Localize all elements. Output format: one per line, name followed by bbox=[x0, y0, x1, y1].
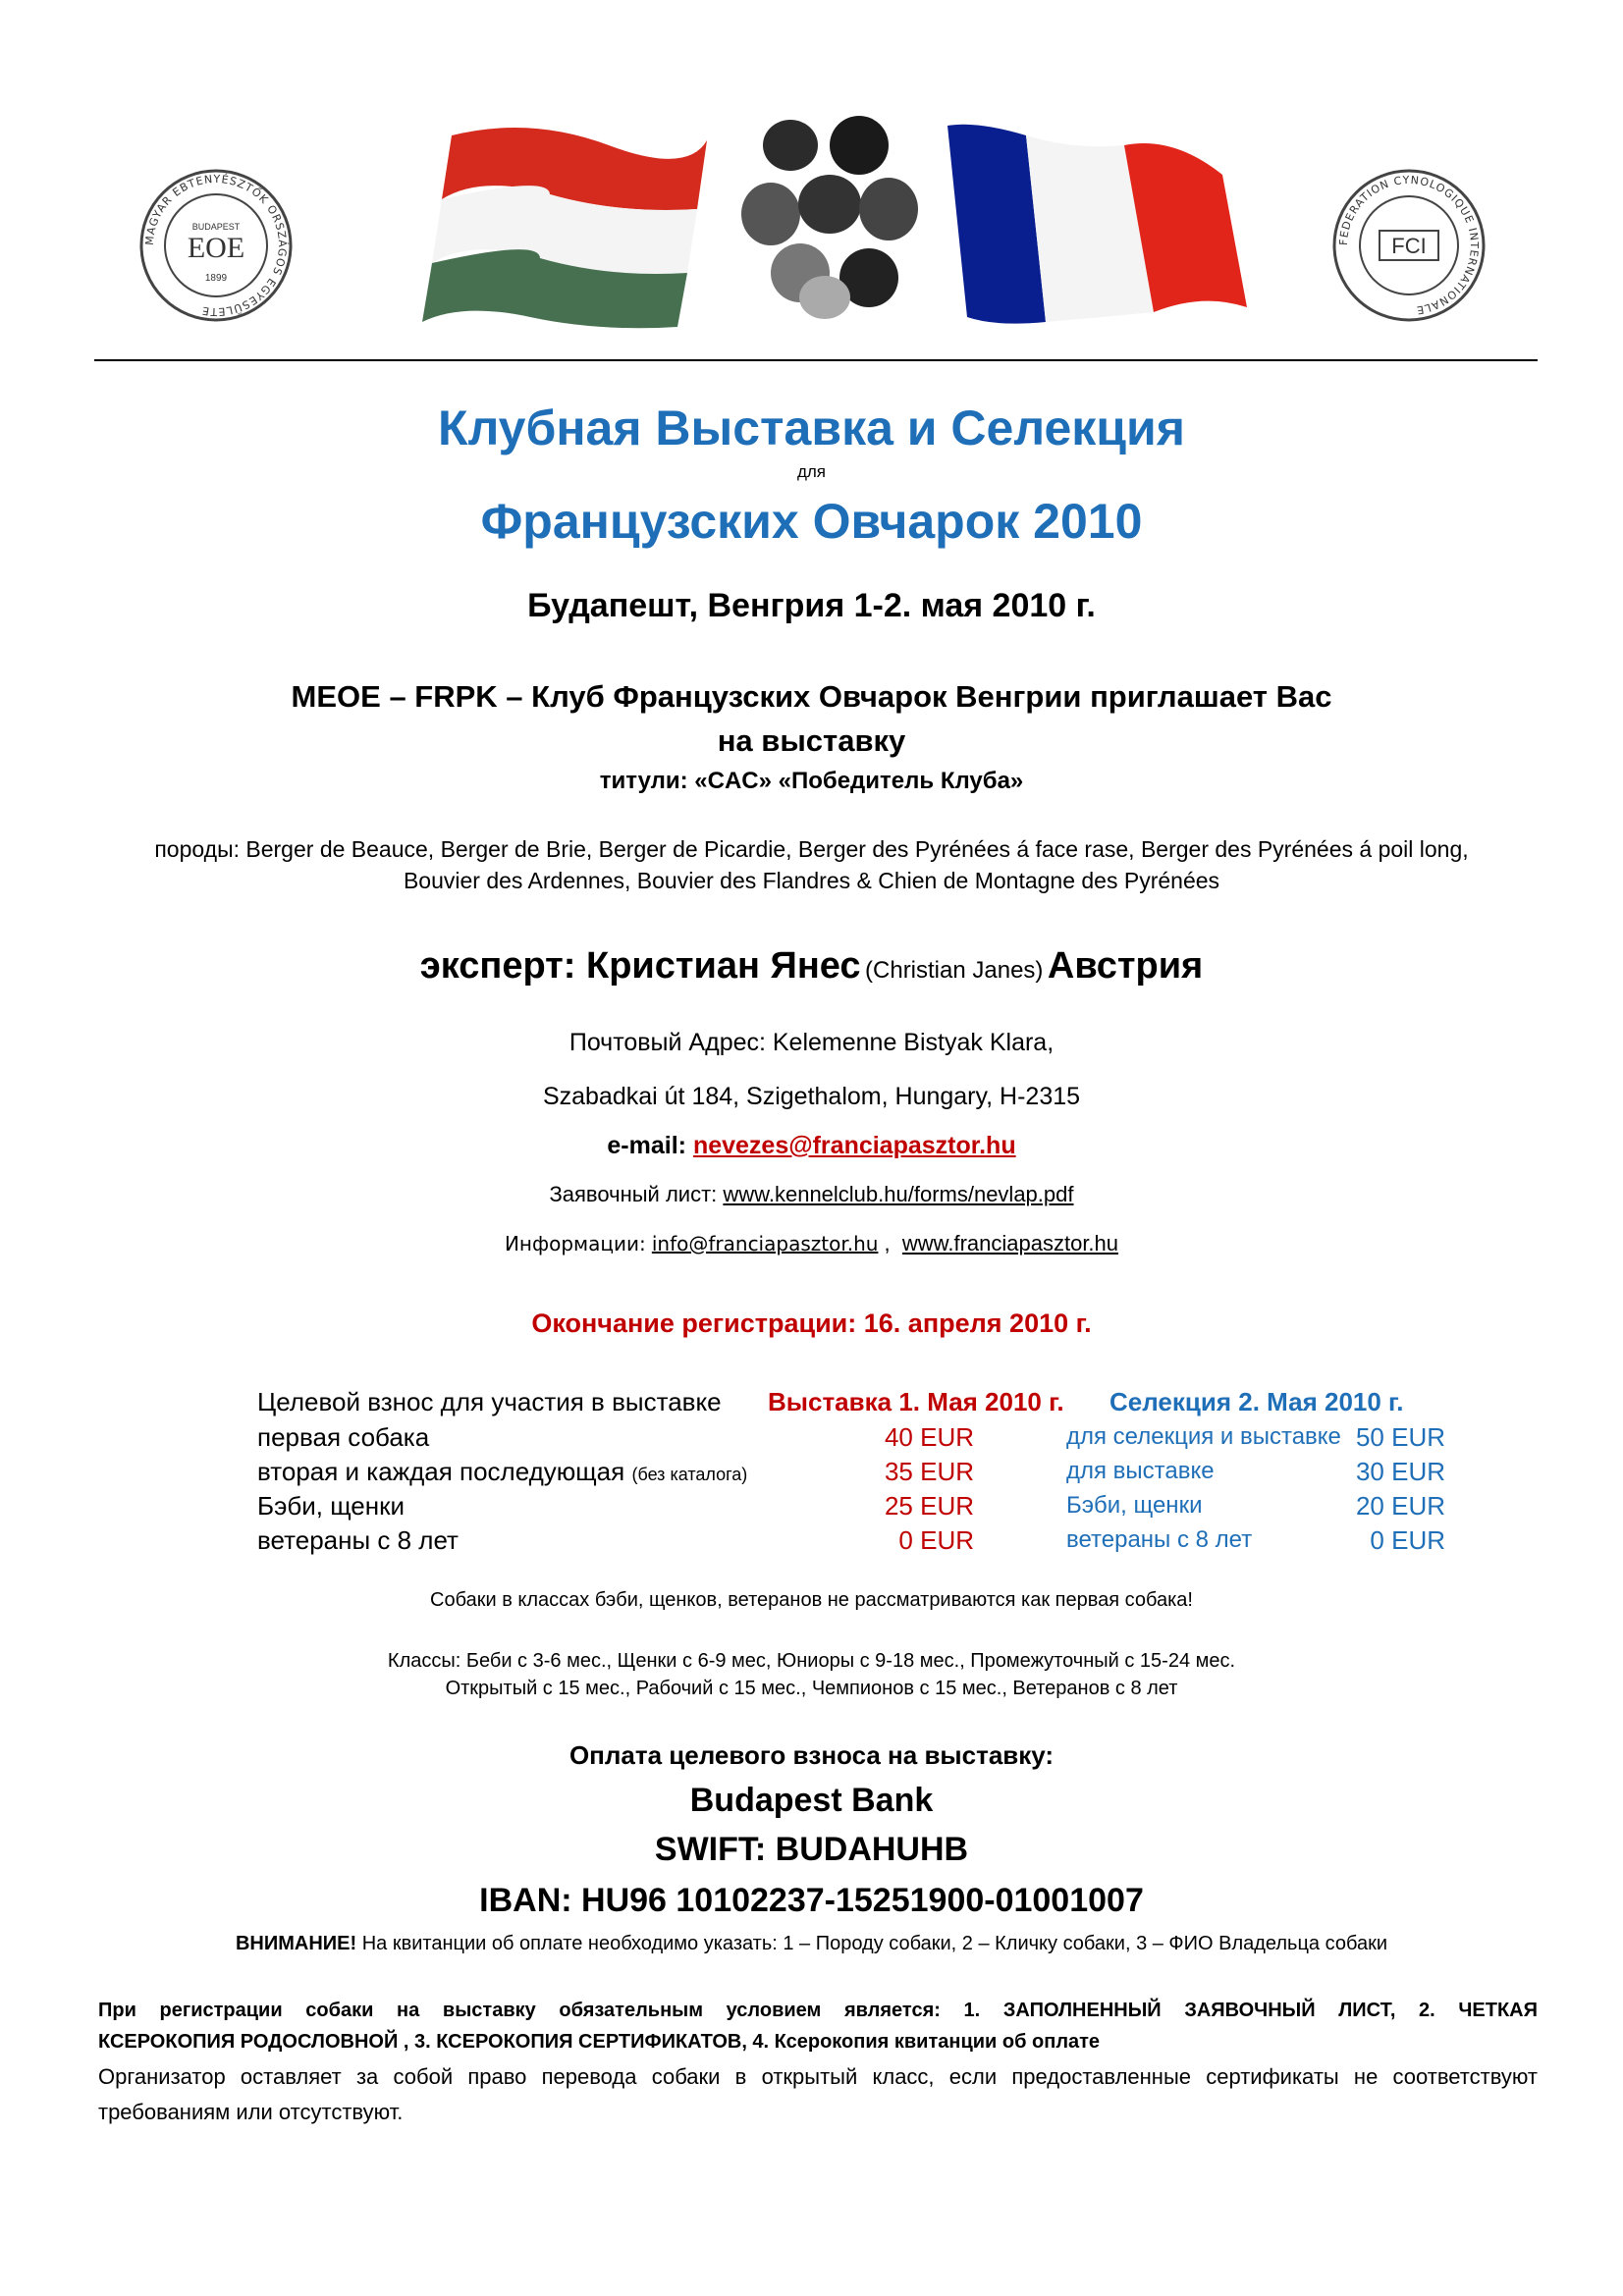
fees-header-label: Целевой взнос для участия в выставке bbox=[257, 1387, 722, 1416]
requirements-line-1: При регистрации собаки на выставку обязательным условием является: 1. ЗАПОЛНЕННЫЙ ЗАЯВОЧНЫЙ ЛИСТ, 2. ЧЕТКАЯ bbox=[98, 2000, 1538, 2021]
fee-selection-label: для селекция и выставке bbox=[1066, 1423, 1341, 1450]
fee-show-value: 25 EUR bbox=[884, 1491, 974, 1521]
judge-latin-name: (Christian Janes) bbox=[865, 957, 1044, 984]
judge-line bbox=[0, 942, 1623, 997]
judge-name: эксперт: Кристиан Янес bbox=[419, 945, 861, 987]
fee-selection-value: 30 EUR bbox=[1355, 1457, 1445, 1486]
fee-row-label: вторая и каждая последующая (без каталога) bbox=[257, 1457, 748, 1486]
header-divider bbox=[94, 359, 1538, 361]
attention-label: ВНИМАНИЕ! bbox=[235, 1933, 357, 1954]
breeds-list-1: Berger de Beauce, Berger de Brie, Berger de Picardie, Berger des Pyrénées á face rase, Berger des Pyrénées á poil long, bbox=[245, 836, 1469, 862]
svg-text:BUDAPEST: BUDAPEST bbox=[191, 222, 241, 232]
attention-text: На квитанции об оплате необходимо указать: 1 – Породу собаки, 2 – Кличку собаки, 3 – ФИО Владельца собаки bbox=[361, 1933, 1387, 1954]
hungarian-flag-image bbox=[412, 116, 727, 332]
info-line bbox=[0, 1229, 1623, 1258]
fee-selection-label: для выставке bbox=[1066, 1458, 1215, 1484]
fee-selection-value: 0 EUR bbox=[1370, 1525, 1445, 1555]
fee-show-value: 40 EUR bbox=[884, 1422, 974, 1452]
info-label: Информации: bbox=[504, 1232, 646, 1255]
eoe-seal-logo bbox=[137, 167, 295, 324]
email-line bbox=[0, 1129, 1623, 1162]
organizer-note-line-1: Организатор оставляет за собой право перевода собаки в открытый класс, если предоставленные сертификаты не соответствуют bbox=[98, 2064, 1538, 2089]
fee-show-value: 35 EUR bbox=[884, 1457, 974, 1486]
first-dog-note: Собаки в классах бэби, щенков, ветеранов не рассматриваются как первая собака! bbox=[430, 1589, 1193, 1611]
bank-name: Budapest Bank bbox=[689, 1782, 934, 1819]
entry-form-link[interactable]: www.kennelclub.hu/forms/nevlap.pdf bbox=[723, 1182, 1074, 1206]
title-connector: для bbox=[796, 462, 827, 481]
breeds-line-1 bbox=[0, 834, 1623, 864]
dog-breeds-collage-image bbox=[731, 106, 928, 322]
fee-selection-value: 20 EUR bbox=[1355, 1491, 1445, 1521]
iban-code: IBAN: HU96 10102237-15251900-01001007 bbox=[479, 1882, 1144, 1919]
fee-selection-value: 50 EUR bbox=[1355, 1422, 1445, 1452]
fees-header-show: Выставка 1. Мая 2010 г. bbox=[768, 1387, 1064, 1416]
french-flag-image bbox=[938, 116, 1252, 332]
breeds-line-2: Bouvier des Ardennes, Bouvier des Flandres & Chien de Montagne des Pyrénées bbox=[403, 868, 1220, 893]
page-subtitle: Французских Овчарок 2010 bbox=[480, 494, 1143, 549]
postal-address-line-2: Szabadkai út 184, Szigethalom, Hungary, H-2315 bbox=[542, 1083, 1081, 1110]
classes-line-1: Классы: Беби с 3-6 мес., Щенки с 6-9 мес, Юниоры с 9-18 мес., Промежуточный с 15-24 мес. bbox=[387, 1650, 1236, 1672]
requirements-line-2: КСЕРОКОПИЯ РОДОСЛОВНОЙ , 3. КСЕРОКОПИЯ СЕРТИФИКАТОВ, 4. Ксерокопия квитанции об оплате bbox=[98, 2031, 1101, 2053]
classes-line-2: Открытый с 15 мес., Рабочий с 15 мес., Чемпионов с 15 мес., Ветеранов с 8 лет bbox=[445, 1678, 1178, 1699]
breeds-label: породы: bbox=[154, 836, 240, 862]
show-titles: титули: «CAC» «Победитель Клуба» bbox=[599, 768, 1024, 794]
info-email-link[interactable]: info@franciapasztor.hu bbox=[651, 1232, 879, 1255]
info-separator: , bbox=[884, 1231, 891, 1255]
swift-code: SWIFT: BUDAHUHB bbox=[654, 1831, 969, 1868]
registration-deadline: Окончание регистрации: 16. апреля 2010 г. bbox=[531, 1308, 1092, 1338]
fci-seal-logo bbox=[1330, 167, 1488, 324]
entry-form-line bbox=[0, 1180, 1623, 1209]
email-label: e-mail: bbox=[607, 1132, 686, 1159]
fee-show-value: 0 EUR bbox=[898, 1525, 974, 1555]
organizer-note-line-2: требованиям или отсутствуют. bbox=[98, 2100, 404, 2124]
invite-line-1: MEOE – FRPK – Клуб Французских Овчарок Венгрии приглашает Вас bbox=[291, 679, 1332, 714]
svg-text:FCI: FCI bbox=[1391, 234, 1427, 258]
invite-line-2: на выставку bbox=[717, 723, 906, 758]
payment-attention bbox=[0, 1930, 1623, 1957]
entry-form-label: Заявочный лист: bbox=[549, 1182, 718, 1206]
fee-selection-label: ветераны с 8 лет bbox=[1066, 1526, 1253, 1553]
page-title: Клубная Выставка и Селекция bbox=[438, 400, 1185, 455]
payment-heading: Оплата целевого взноса на выставку: bbox=[568, 1740, 1055, 1770]
fee-row-label: ветераны с 8 лет bbox=[257, 1525, 459, 1555]
fees-header-selection: Селекция 2. Мая 2010 г. bbox=[1109, 1387, 1404, 1416]
judge-country: Австрия bbox=[1047, 945, 1204, 987]
svg-text:FEDERATION CYNOLOGIQUE INTERNA: FEDERATION CYNOLOGIQUE INTERNATIONALE bbox=[1336, 173, 1482, 317]
fee-row-label: Бэби, щенки bbox=[257, 1491, 406, 1521]
info-site-link[interactable]: www.franciapasztor.hu bbox=[901, 1231, 1119, 1255]
postal-address-line-1: Почтовый Адрес: Kelemenne Bistyak Klara, bbox=[568, 1029, 1055, 1056]
email-link[interactable]: nevezes@franciapasztor.hu bbox=[692, 1132, 1016, 1159]
fee-row-label: первая собака bbox=[257, 1422, 430, 1452]
fee-selection-label: Бэби, щенки bbox=[1066, 1492, 1203, 1519]
svg-text:EOE: EOE bbox=[187, 232, 245, 264]
svg-text:1899: 1899 bbox=[204, 273, 228, 284]
event-place-date: Будапешт, Венгрия 1-2. мая 2010 г. bbox=[527, 587, 1096, 624]
svg-text:MAGYAR EBTENYÉSZTŐK ORSZÁGOS E: MAGYAR EBTENYÉSZTŐK ORSZÁGOS EGYESÜLETE bbox=[142, 172, 290, 319]
